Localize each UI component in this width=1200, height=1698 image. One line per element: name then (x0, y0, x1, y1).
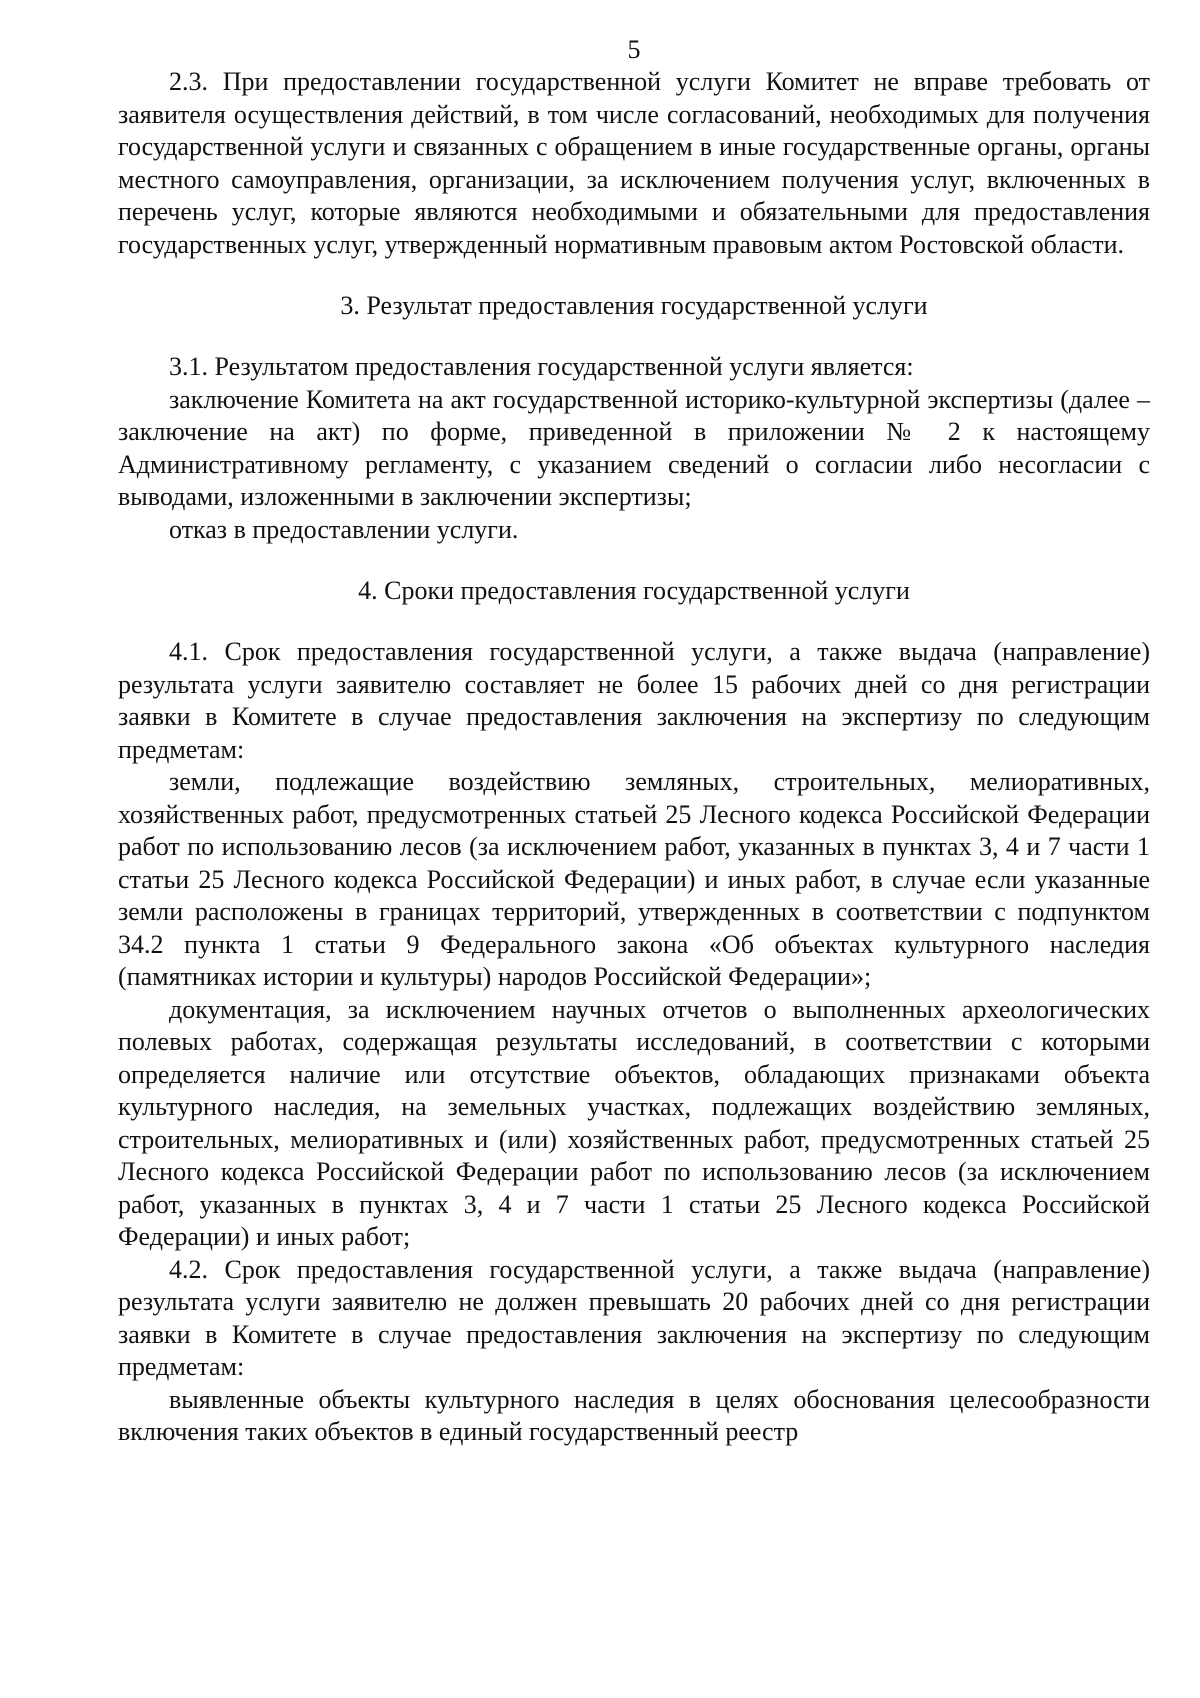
paragraph-4-1: 4.1. Срок предоставления государственной услуги, а также выдача (направление) результата услуги заявителю составляет не более 15 рабочих дней со дня регистрации заявки в Комитете в случае предоставления заключения на экспертизу по следующим предметам: (118, 637, 1150, 764)
paragraph-2-3: 2.3. При предоставлении государственной услуги Комитет не вправе требовать от заявителя осуществления действий, в том числе согласований, необходимых для получения государственной услуги и связанных с обращением в иные государственные органы, органы местного самоуправления, организации, за исключением получения услуг, включенных в перечень услуг, которые являются необходимыми и обязательными для предоставления государственных услуг, утвержденный нормативным правовым актом Ростовской области. (118, 67, 1150, 259)
paragraph-3-1: 3.1. Результатом предоставления государственной услуги является: (169, 352, 914, 381)
paragraph-4-2: 4.2. Срок предоставления государственной услуги, а также выдача (направление) результата услуги заявителю не должен превышать 20 рабочих дней со дня регистрации заявки в Комитете в случае предоставления заключения на экспертизу по следующим предметам: (118, 1254, 1150, 1381)
paragraph-4-1-documentation: документация, за исключением научных отчетов о выполненных археологических полевых работах, содержащая результаты исследований, в соответствии с которыми определяется наличие или отсутствие объектов, обладающих признаками объекта культурного наследия, на земельных участках, подлежащих воздействию земляных, строительных, мелиоративных и (или) хозяйственных работ, предусмотренных статьей 25 Лесного кодекса Российской Федерации работ по использованию лесов (за исключением работ, указанных в пунктах 3, 4 и 7 части 1 статьи 25 Лесного кодекса Российской Федерации) и иных работ; (118, 994, 1150, 1251)
page-number: 5 (627, 35, 641, 64)
paragraph-4-1-lands: земли, подлежащие воздействию земляных, строительных, мелиоративных, хозяйственных работ, предусмотренных статьей 25 Лесного кодекса Российской Федерации работ по использованию лесов (за исключением работ, указанных в пунктах 3, 4 и 7 части 1 статьи 25 Лесного кодекса Российской Федерации) и иных работ, в случае если указанные земли расположены в границах территорий, утвержденных в соответствии с подпунктом 34.2 пункта 1 статьи 9 Федерального закона «Об объектах культурного наследия (памятниках истории и культуры) народов Российской Федерации»; (118, 767, 1150, 991)
paragraph-4-2-objects: выявленные объекты культурного наследия в целях обоснования целесообразности включения таких объектов в единый государственный реестр (118, 1384, 1150, 1446)
paragraph-3-1-result: заключение Комитета на акт государственной историко-культурной экспертизы (далее – заключение на акт) по форме, приведенной в приложении № 2 к настоящему Административному регламенту, с указанием сведений о согласии либо несогласии с выводами, изложенными в заключении экспертизы; (118, 384, 1150, 511)
section-heading-4: 4. Сроки предоставления государственной услуги (358, 576, 910, 605)
section-heading-3: 3. Результат предоставления государственной услуги (340, 291, 928, 320)
paragraph-3-1-refusal: отказ в предоставлении услуги. (169, 514, 519, 544)
